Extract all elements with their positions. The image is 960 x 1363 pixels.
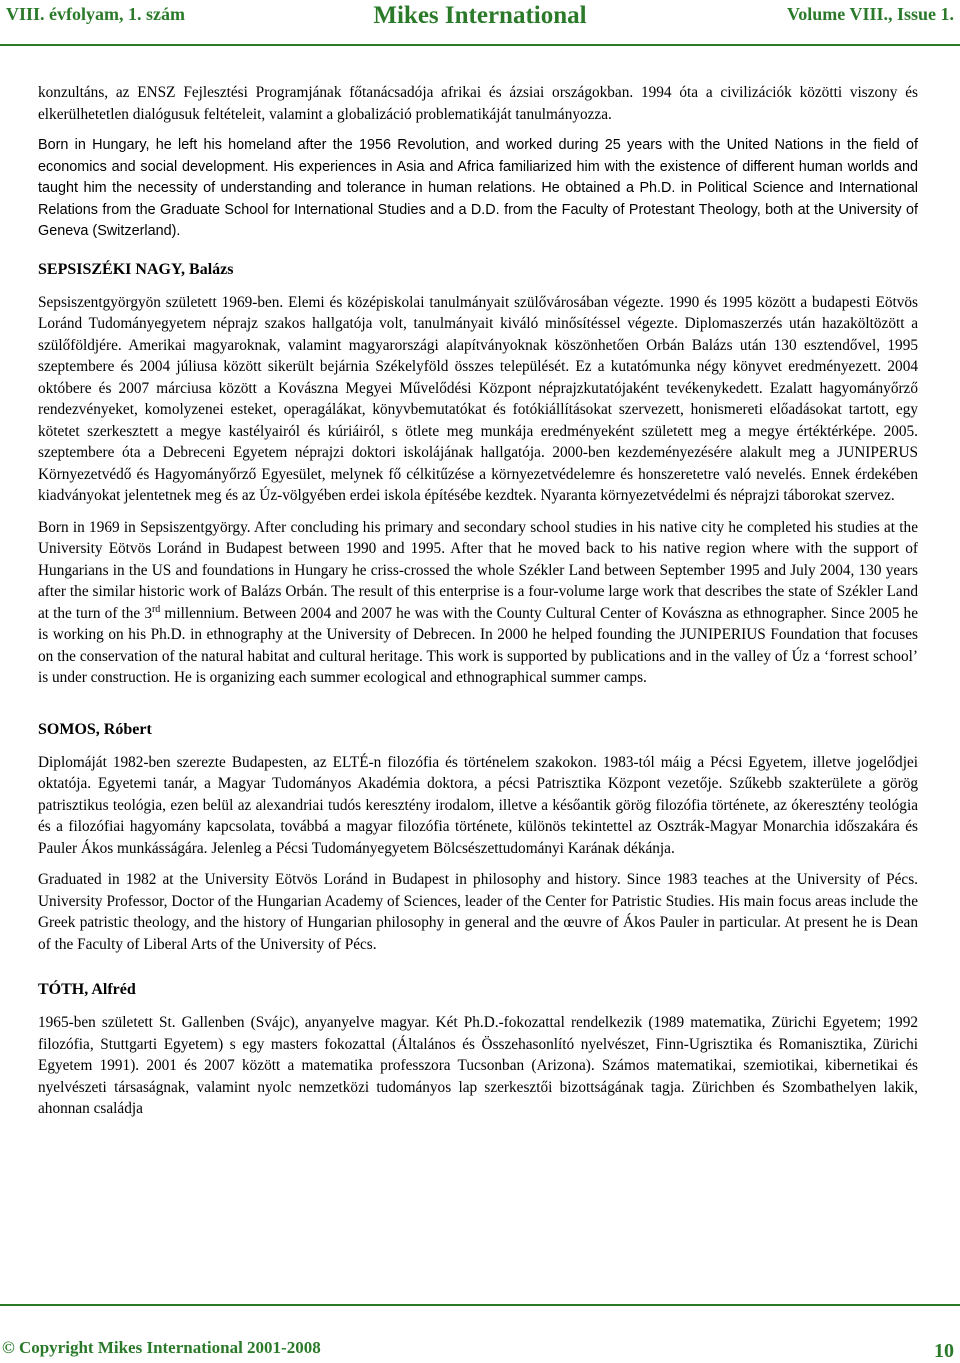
footer-copyright: © Copyright Mikes International 2001-2008 <box>2 1338 321 1357</box>
heading-sepsiszeki: SEPSISZÉKI NAGY, Balázs <box>38 260 234 278</box>
paragraph-en-somos: Graduated in 1982 at the University Eötvös Loránd in Budapest in philosophy and history. Since 1983 teaches at the University of Pécs. University Professor, Doctor of the Hungarian Academy of Sciences, leader of the Center for Patristic Studies. His main focus areas include the Greek patristic theology, and the history of Hungarian philosophy in general and the œuvre of Ákos Pauler in particular. At present he is Dean of the Faculty of Liberal Arts of the University of Pécs. <box>38 871 918 953</box>
paragraph-hu-1: konzultáns, az ENSZ Fejlesztési Programjának főtanácsadója afrikai és ázsiai országokban. 1994 óta a civilizációk közötti viszony és elkerülhetetlen dialógusuk feltételeit, valamint a globalizáció problematikáját tanulmányozza. <box>38 84 918 123</box>
page-header <box>0 0 960 36</box>
heading-toth: TÓTH, Alfréd <box>38 981 136 998</box>
header-rule <box>0 44 960 46</box>
header-volume-en: Volume VIII., Issue 1. <box>786 4 954 24</box>
footer-rule <box>0 1304 960 1306</box>
page-number: 10 <box>934 1340 954 1362</box>
paragraph-hu-sepsiszeki: Sepsiszentgyörgyön született 1969-ben. Elemi és középiskolai tanulmányait szülővárosában végezte. 1990 és 1995 között a budapesti Eötvös Loránd Tudományegyetem néprajz szakos hallgatója volt, tanulmányait kiváló minősítéssel végezte. Diplomaszerzés után hazaköltözött a szülőföldjére. Amerikai magyaroknak, valamint magyarországi alapítványoknak köszönhetően Orbán Balázs után 130 esztendővel, 1995 szeptembere és 2004 júliusa között sikerült bejárnia Székelyföld összes települését. Ez a kutatómunka négy könyvet eredményezett. 2004 októbere és 2007 márciusa között a Kovászna Megyei Művelődési Központ néprajzkutatójaként tevékenykedett. Ezalatt hagyományőrző rendezvényeket, komolyzenei esteket, operagálákat, könyvbemutatókat és fotókiállításokat szervezett, honismereti előadásokat tartott, egy kötetet szerkesztett a megye kastélyairól és kúriáiról, s ötlete meg munkája eredményeként született meg a megye értéktérképe. 2005. szeptembere óta a Debreceni Egyetem néprajzi doktori iskolájának hallgatója. 2000-ben kezdeményezésére alakult meg a JUNIPERUS Környezetvédő és Hagyományőrző Egyesület, melynek fő célkitűzése a környezetvédelemre és honszeretetre való nevelés. Ennek érdekében kiadványokat jelentetnek meg és az Úz-völgyében erdei iskola építésébe kezdtek. Nyaranta környezetvédelmi és néprajzi táborokat szervez. <box>38 293 918 504</box>
paragraph-hu-somos: Diplomáját 1982-ben szerezte Budapesten, az ELTÉ-n filozófia és történelem szakokon. 1983-tól máig a Pécsi Egyetem, illetve jogelődjei oktatója. Egyetemi tanár, a Magyar Tudományos Akadémia doktora, a pécsi Patrisztika Központ vezetője. Szűkebb szakterülete a görög patrisztikus teológia, ezen belül az alexandriai tudós keresztény irodalom, illetve a későantik görög filozófia története, az ókeresztény teológia és a filozófiai hagyomány kapcsolata, továbbá a magyar filozófia története, különös tekintettel az Osztrák-Magyar Monarchia időszakára és Pauler Ákos munkásságára. Jelenleg a Pécsi Tudományegyetem Bölcsészettudományi Karának dékánja. <box>38 753 918 857</box>
paragraph-en-1: Born in Hungary, he left his homeland after the 1956 Revolution, and worked during 25 years with the United Nations in the field of economics and social development. His experiences in Asia and Africa familiarized him with the existence of different human worlds and taught him the necessity of understanding and tolerance in human relations. He obtained a Ph.D. in Political Science and International Relations from the Graduate School for International Studies and a D.D. from the Faculty of Protestant Theology, both at the University of Geneva (Switzerland). <box>38 137 918 239</box>
heading-somos: SOMOS, Róbert <box>38 720 152 738</box>
header-title: Mikes International <box>373 2 587 29</box>
header-volume-hu: VIII. évfolyam, 1. szám <box>6 4 185 24</box>
paragraph-en-sepsiszeki: Born in 1969 in Sepsiszentgyörgy. After concluding his primary and secondary school studies in his native city he completed his studies at the University Eötvös Loránd in Budapest between 1990 and 1995. After that he moved back to his native region where with the support of Hungarians in the US and foundations in Hungary he criss-crossed the whole Székler Land between September 1995 and July 2004, 130 years after the similar historic work of Balázs Orbán. The result of this enterprise is a four-volume large work that describes the state of Székler Land at the turn of the 3rd millennium. Between 2004 and 2007 he was with the County Cultural Center of Kovászna as ethnographer. Since 2005 he is working on his Ph.D. in ethnography at the University of Debrecen. In 2000 he helped founding the JUNIPERIUS Foundation that focuses on the conservation of the natural habitat and cultural heritage. This work is supported by publications and in the valley of Úz a ‘forrest school’ is under construction. He is organizing each summer ecological and ethnographical summer camps. <box>38 518 918 686</box>
page-content <box>38 82 918 1120</box>
paragraph-hu-toth: 1965-ben született St. Gallenben (Svájc), anyanyelve magyar. Két Ph.D.-fokozattal rendelkezik (1989 matematika, Zürichi Egyetem; 1992 filozófia, Stuttgarti Egyetem) s egy masters fokozattal (Általános és Összehasonlító nyelvészet, Finn-Ugrisztika és Romanisztika, Zürichi Egyetem 1991). 2001 és 2007 között a matematika professzora Tucsonban (Arizona). Számos matematikai, szemiotikai, kibernetikai és nyelvészeti társaságnak, valamint nyolc nemzetközi tudományos lap szerkesztői bizottságának tagja. Zürichben és Szombathelyen lakik, ahonnan családja <box>38 1014 918 1117</box>
